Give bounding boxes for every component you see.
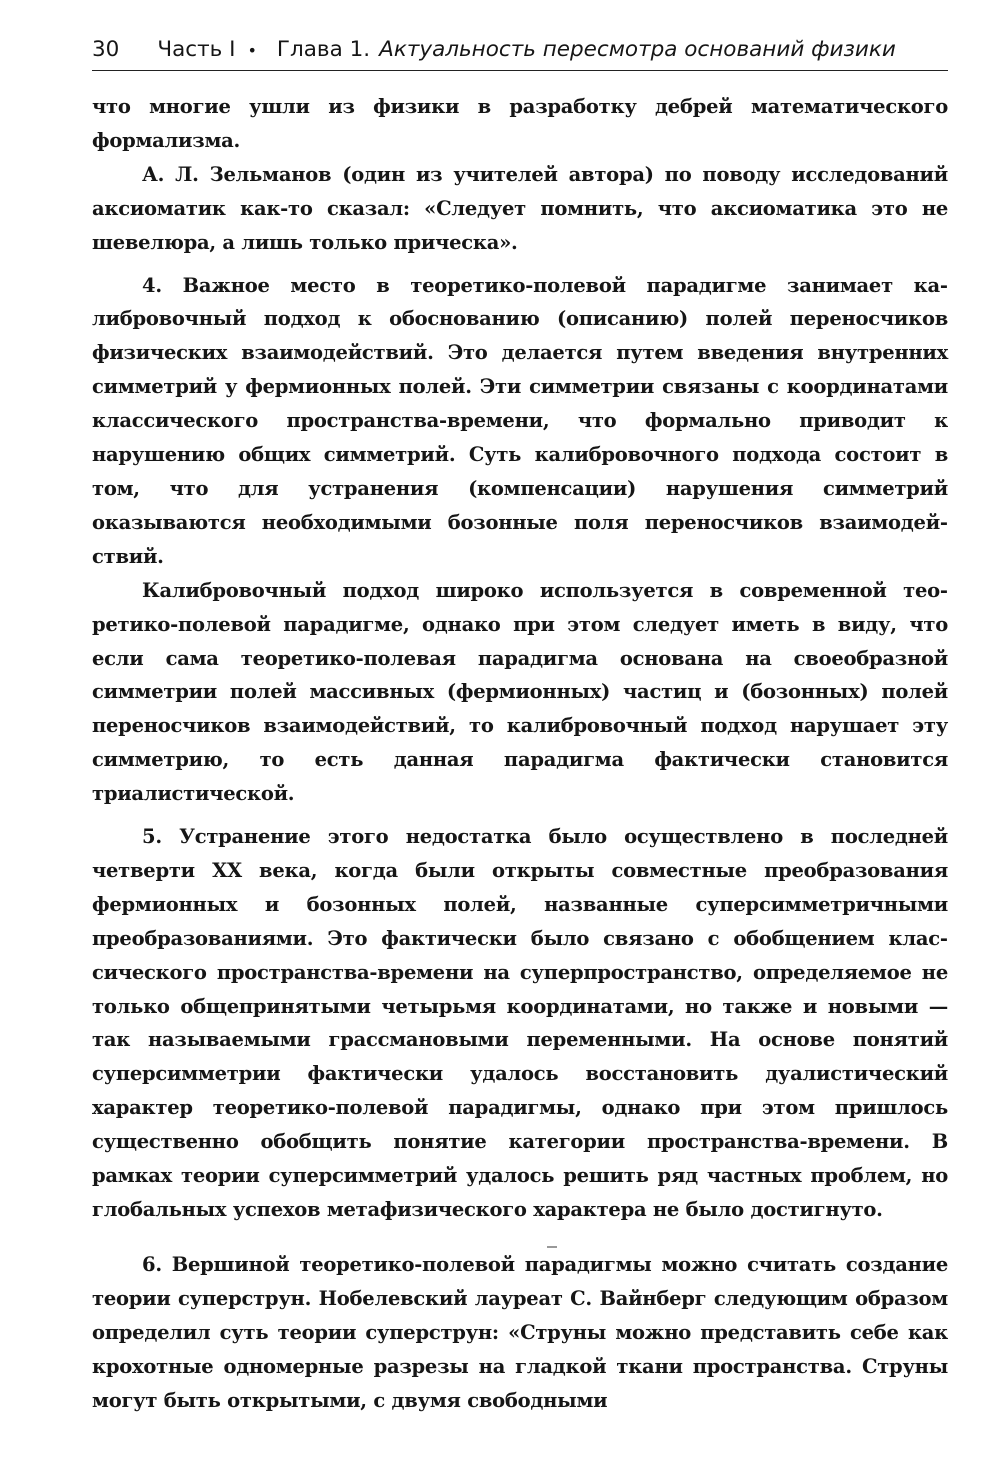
chapter-title: Актуальность пересмотра оснований физики (379, 37, 896, 62)
page-number: 30 (92, 37, 120, 62)
paragraph-point-6: 6. Вершиной теоретико-полевой парадигмы можно считать создание теории суперструн. Нобелевский лауреат С. Вайнберг следующим образом определил суть теории суперструн: «Струны можно представить себе как крохотные одномерные разрезы на гладкой ткани пространства. Струны могут быть открытыми, с двумя свободными (92, 1252, 948, 1412)
paragraph-point-4: 4. Важное место в теоретико-полевой парадигме занимает калибровочный подход к обоснованию (описанию) полей переносчиков физических взаимодействий. Это делается путем введения внутренних симметрий у фермионных полей. Эти симметрии связаны с координатами классического пространства-времени, что формально приводит к нарушению общих симметрий. Суть калибровочного подхода состоит в том, что для устранения (компенсации) нарушения симметрий оказываются необходимыми бозонные поля переносчиков взаимодействий. (92, 273, 948, 568)
running-head (92, 30, 948, 71)
book-page (92, 30, 948, 1417)
paragraph-continuation: что многие ушли из физики в разработку дебрей математического формализма. (92, 95, 948, 152)
paragraph-zelmanov-quote: А. Л. Зельманов (один из учителей автора) по поводу исследований аксиоматик как-то сказал: «Следует помнить, что аксиоматика это не шевелюра, а лишь только прическа». (92, 162, 948, 254)
bullet-separator: • (247, 41, 257, 60)
print-speck (547, 1246, 557, 1248)
body-text (92, 90, 948, 1417)
paragraph-gauge-approach: Калибровочный подход широко используется в современной теоретико-полевой парадигме, однако при этом следует иметь в виду, что если сама теоретико-полевая парадигма основана на своеобразной симметрии полей массивных (фермионных) частиц и (бозонных) полей переносчиков взаимодействий, то калибровочный подход нарушает эту симметрию, то есть данная парадигма фактически становится триалистической. (92, 578, 948, 806)
chapter-label: Глава 1. (276, 37, 371, 62)
paragraph-point-5: 5. Устранение этого недостатка было осуществлено в последней четверти XX века, когда были открыты совместные преобразования фермионных и бозонных полей, названные суперсимметричными преобразованиями. Это фактически было связано с обобщением классического пространства-времени на суперпространство, определяемое не только общепринятыми четырьмя координатами, но также и новыми — так называемыми грассмановыми переменными. На основе понятий суперсимметрии фактически удалось восстановить дуалистический характер теоретико-полевой парадигмы, однако при этом пришлось существенно обобщить понятие категории пространства-времени. В рамках теории суперсимметрий удалось решить ряд частных проблем, но глобальных успехов метафизического характера не было достигнуто. (92, 825, 948, 1221)
part-label: Часть I (157, 37, 236, 62)
